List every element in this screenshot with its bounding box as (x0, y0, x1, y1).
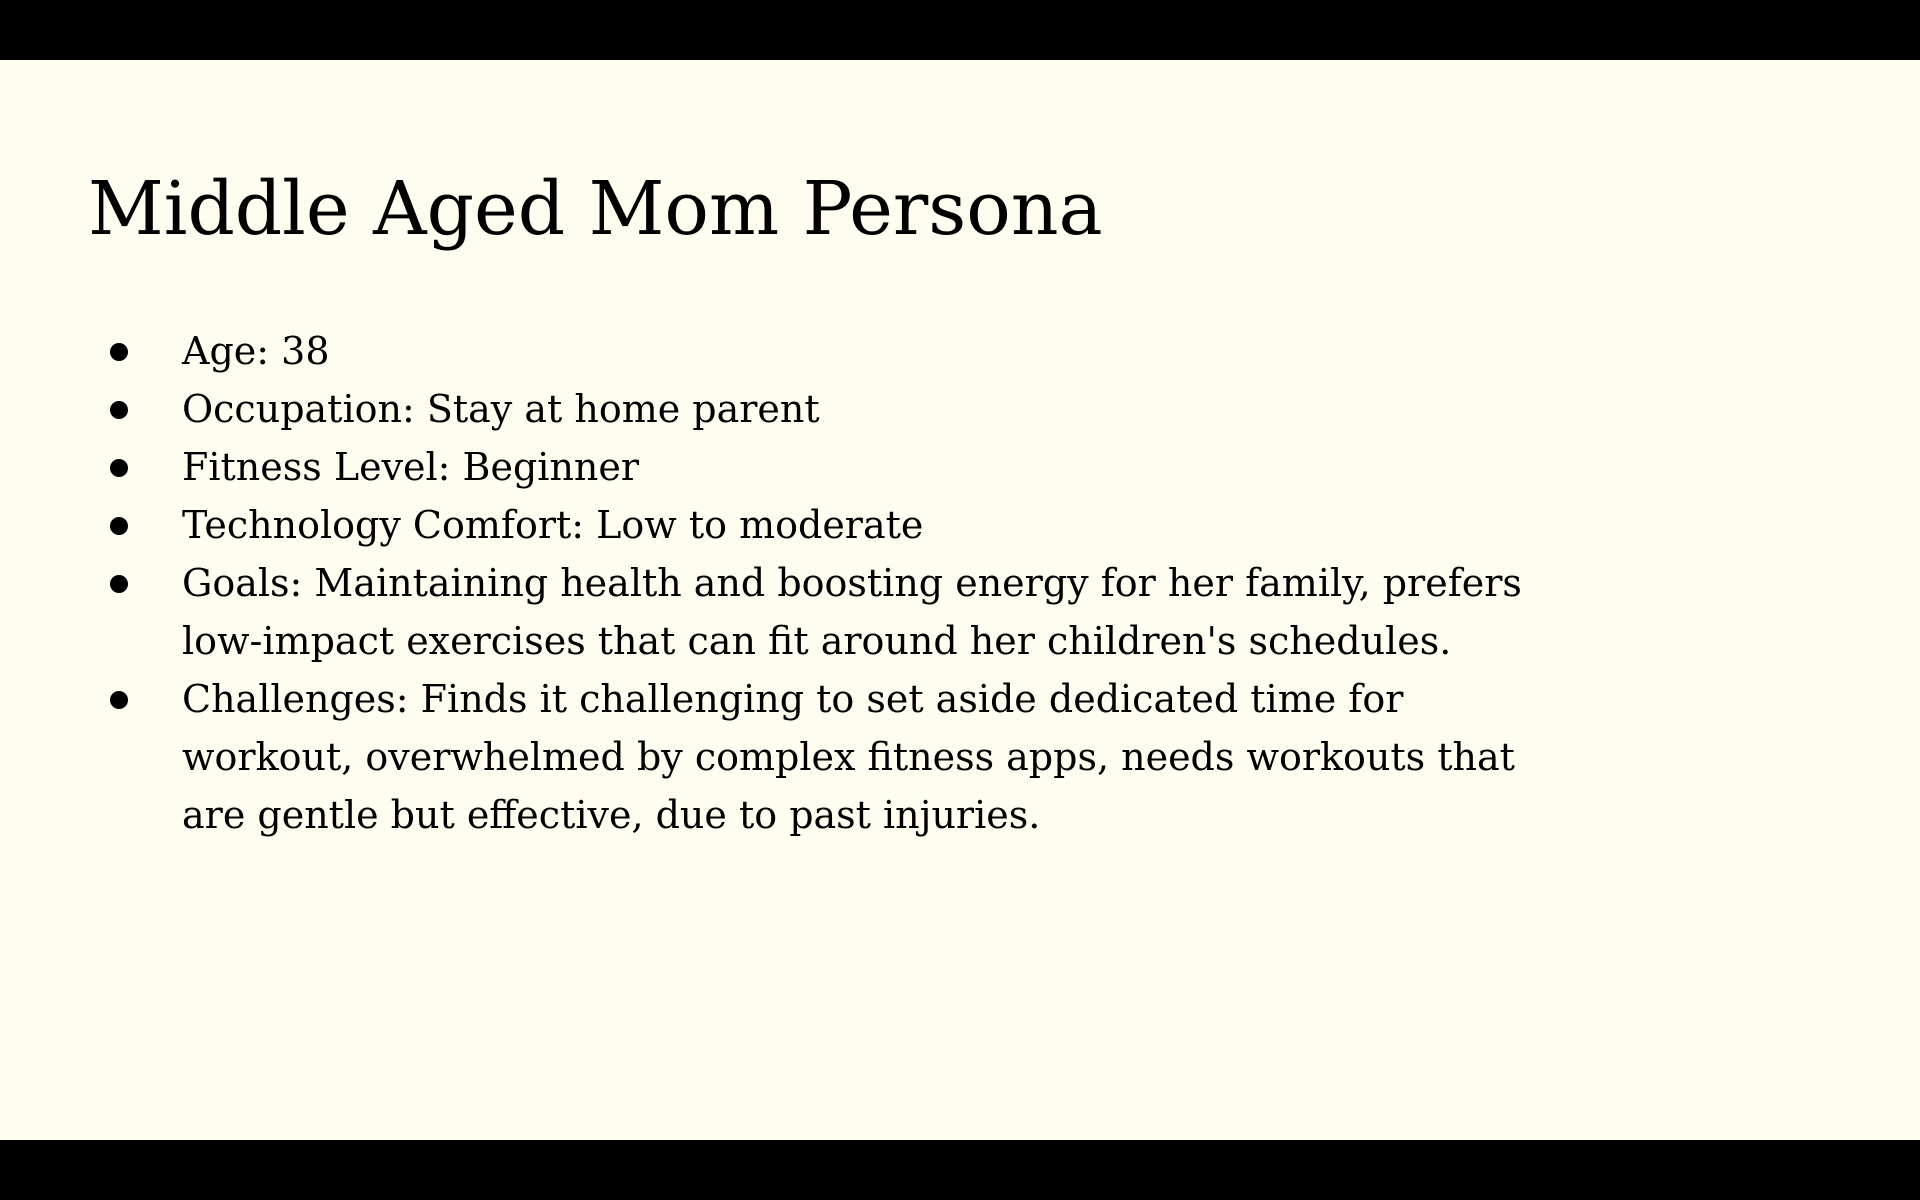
letterbox-bottom-bar (0, 1140, 1920, 1200)
bullet-dot-icon (110, 401, 128, 419)
bullet-dot-icon (110, 691, 128, 709)
bullet-text-fitness-level: Fitness Level: Beginner (182, 445, 640, 489)
letterbox-top-bar (0, 0, 1920, 60)
bullet-item-goals (0, 554, 1560, 670)
bullet-item-technology-comfort (0, 496, 1560, 554)
bullet-text-age: Age: 38 (182, 329, 330, 373)
bullet-dot-icon (110, 343, 128, 361)
bullet-text-challenges: Challenges: Finds it challenging to set aside dedicated time for workout, overwhelmed by complex fitness apps, needs workouts that are gentle but effective, due to past injuries. (182, 677, 1515, 837)
bullet-item-fitness-level (0, 438, 1560, 496)
bullet-text-goals: Goals: Maintaining health and boosting energy for her family, prefers low-impact exercises that can fit around her children's schedules. (182, 561, 1522, 663)
bullet-dot-icon (110, 517, 128, 535)
bullet-item-occupation (0, 380, 1560, 438)
presentation-slide (0, 60, 1920, 1140)
bullet-text-occupation: Occupation: Stay at home parent (182, 387, 820, 431)
slide-title: Middle Aged Mom Persona (88, 166, 1103, 252)
bullet-item-challenges (0, 670, 1560, 844)
bullet-text-technology-comfort: Technology Comfort: Low to moderate (182, 503, 924, 547)
bullet-dot-icon (110, 459, 128, 477)
bullet-list (0, 322, 1560, 844)
bullet-dot-icon (110, 575, 128, 593)
bullet-item-age (0, 322, 1560, 380)
